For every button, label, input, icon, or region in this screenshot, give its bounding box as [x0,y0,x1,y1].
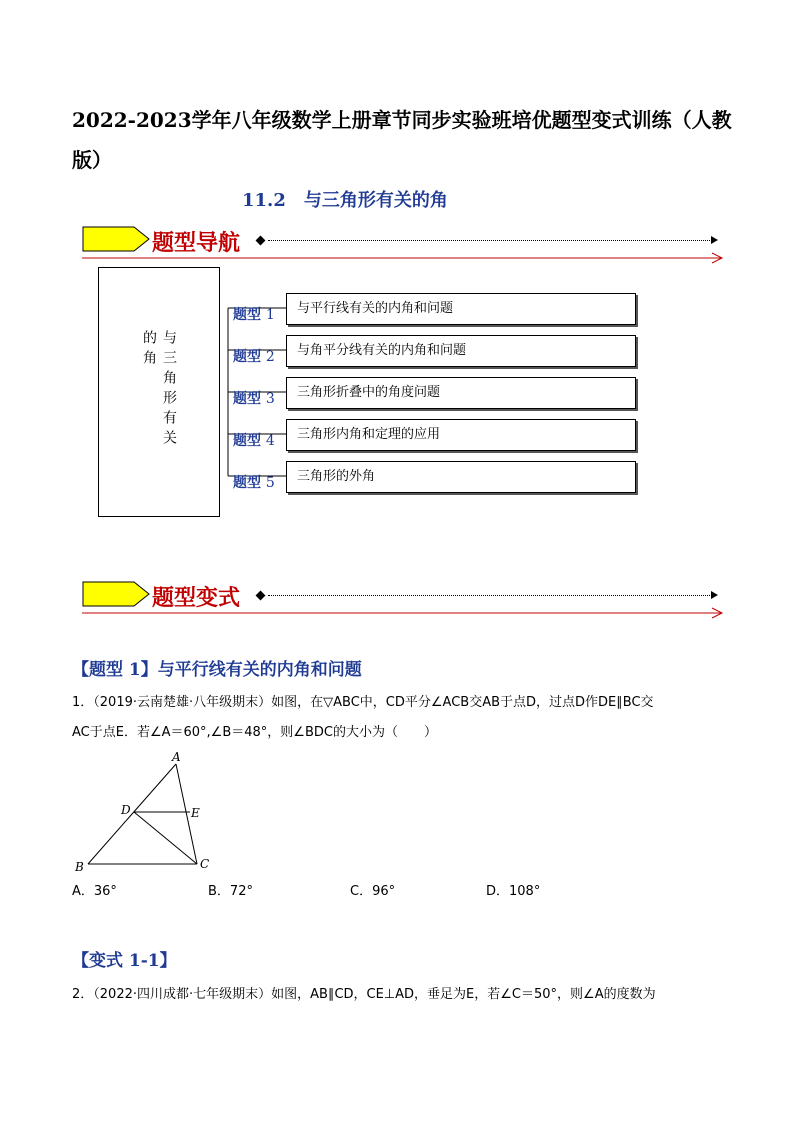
problem-1 [72,688,722,748]
section-title: 11.2 与三角形有关的角 [242,190,448,211]
yellow-arrow-icon [82,581,150,607]
triangle-figure [70,748,220,876]
nav-center-label: 与三角形有关的角 [141,330,177,450]
vertex-label-e: E [191,806,200,820]
problem-source: （2022·四川成都·七年级期末） [93,987,272,1002]
diamond-icon [256,236,266,246]
topic-label-5: 题型 5 [233,475,275,491]
red-arrow-line [82,606,724,620]
problem-text-line2: AC于点E．若∠A＝60°,∠B＝48°，则∠BDC的大小为（ ） [72,725,437,740]
red-arrow-line [82,251,724,265]
diamond-icon [256,591,266,601]
topic-item-1[interactable]: 与平行线有关的内角和问题 [286,293,636,325]
variant1-1-heading: 【变式 1-1】 [72,951,177,971]
vertex-label-d: D [121,803,131,817]
choice-b[interactable]: B．72° [208,884,253,899]
topic-item-3[interactable]: 三角形折叠中的角度问题 [286,377,636,409]
document-title: 2022-2023学年八年级数学上册章节同步实验班培优题型变式训练（人教版） [72,108,732,172]
topic-label-2: 题型 2 [233,349,275,365]
choice-d[interactable]: D．108° [486,884,541,899]
variants-banner-title: 题型变式 [152,585,241,611]
nav-center-box [98,267,220,517]
problem-number: 1． [72,695,94,710]
problem-number: 2． [72,987,94,1002]
topic-item-4[interactable]: 三角形内角和定理的应用 [286,419,636,451]
choice-a[interactable]: A．36° [72,884,117,899]
problem-source: （2019·云南楚雄·八年级期末） [93,695,272,710]
problem-2 [72,980,722,1010]
dotted-rule [268,240,710,241]
arrow-tip-icon [711,236,718,244]
choice-c[interactable]: C．96° [350,884,396,899]
vertex-label-b: B [75,860,84,874]
problem-text-line1: 如图，在▽ABC中，CD平分∠ACB交AB于点D，过点D作DE∥BC交 [271,695,654,710]
vertex-label-a: A [172,750,181,764]
topic1-heading: 【题型 1】与平行线有关的内角和问题 [72,660,362,680]
vertex-label-c: C [200,857,210,871]
navigation-banner-title: 题型导航 [152,230,241,256]
arrow-tip-icon [711,591,718,599]
problem-text: 如图，AB∥CD，CE⊥AD，垂足为E，若∠C＝50°，则∠A的度数为 [271,987,656,1002]
dotted-rule [268,595,710,596]
topic-label-3: 题型 3 [233,391,275,407]
topic-item-5[interactable]: 三角形的外角 [286,461,636,493]
yellow-arrow-icon [82,226,150,252]
topic-item-2[interactable]: 与角平分线有关的内角和问题 [286,335,636,367]
topic-label-1: 题型 1 [233,307,275,323]
topic-label-4: 题型 4 [233,433,275,449]
